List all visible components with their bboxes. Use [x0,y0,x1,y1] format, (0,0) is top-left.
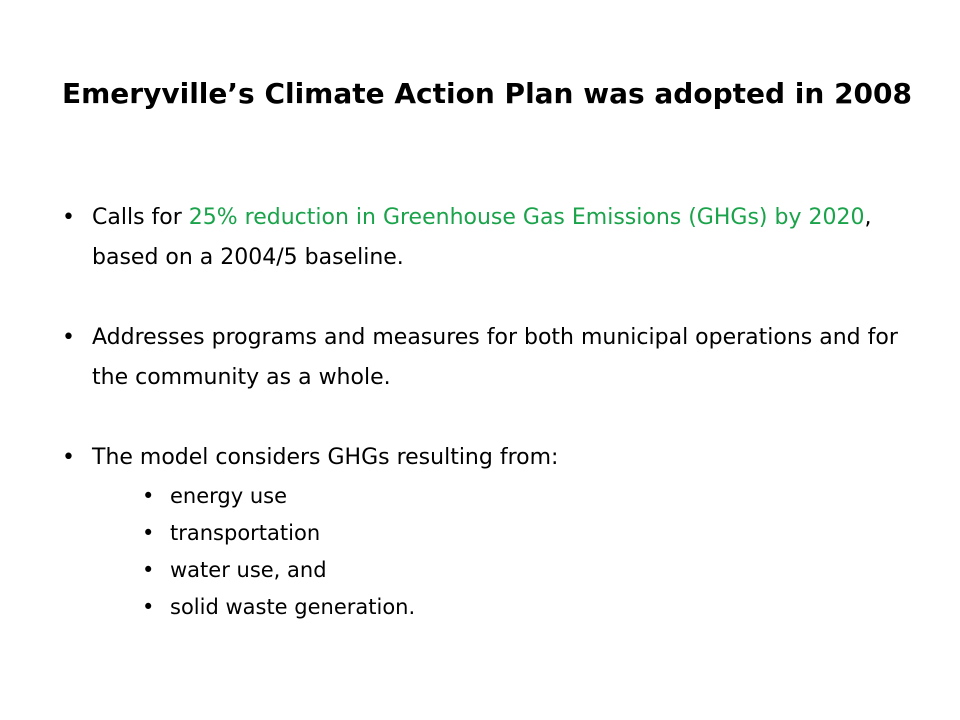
sub-item-water-use: • water use, and [142,552,922,589]
bullet-model: • The model considers GHGs resulting from: [62,438,922,478]
bullet-text-suffix: , based on a 2004/5 baseline. [92,205,872,270]
sub-item-energy-use: • energy use [142,478,922,515]
bullet-programs: • Addresses programs and measures for both municipal operations and for the community as a whole. [62,318,922,398]
reduction-target-highlight: 25% reduction in Greenhouse Gas Emissions (GHGs) by 2020 [188,205,865,230]
bullet-emissions-target [62,198,922,278]
sub-item-solid-waste: • solid waste generation. [142,589,922,626]
bullet-text-prefix: Calls for [92,205,189,230]
sub-item-transportation: • transportation [142,515,922,552]
slide-title: Emeryville’s Climate Action Plan was adopted in 2008 [62,77,913,110]
slide-body [62,198,922,626]
spacer [62,278,922,318]
spacer [62,398,922,438]
